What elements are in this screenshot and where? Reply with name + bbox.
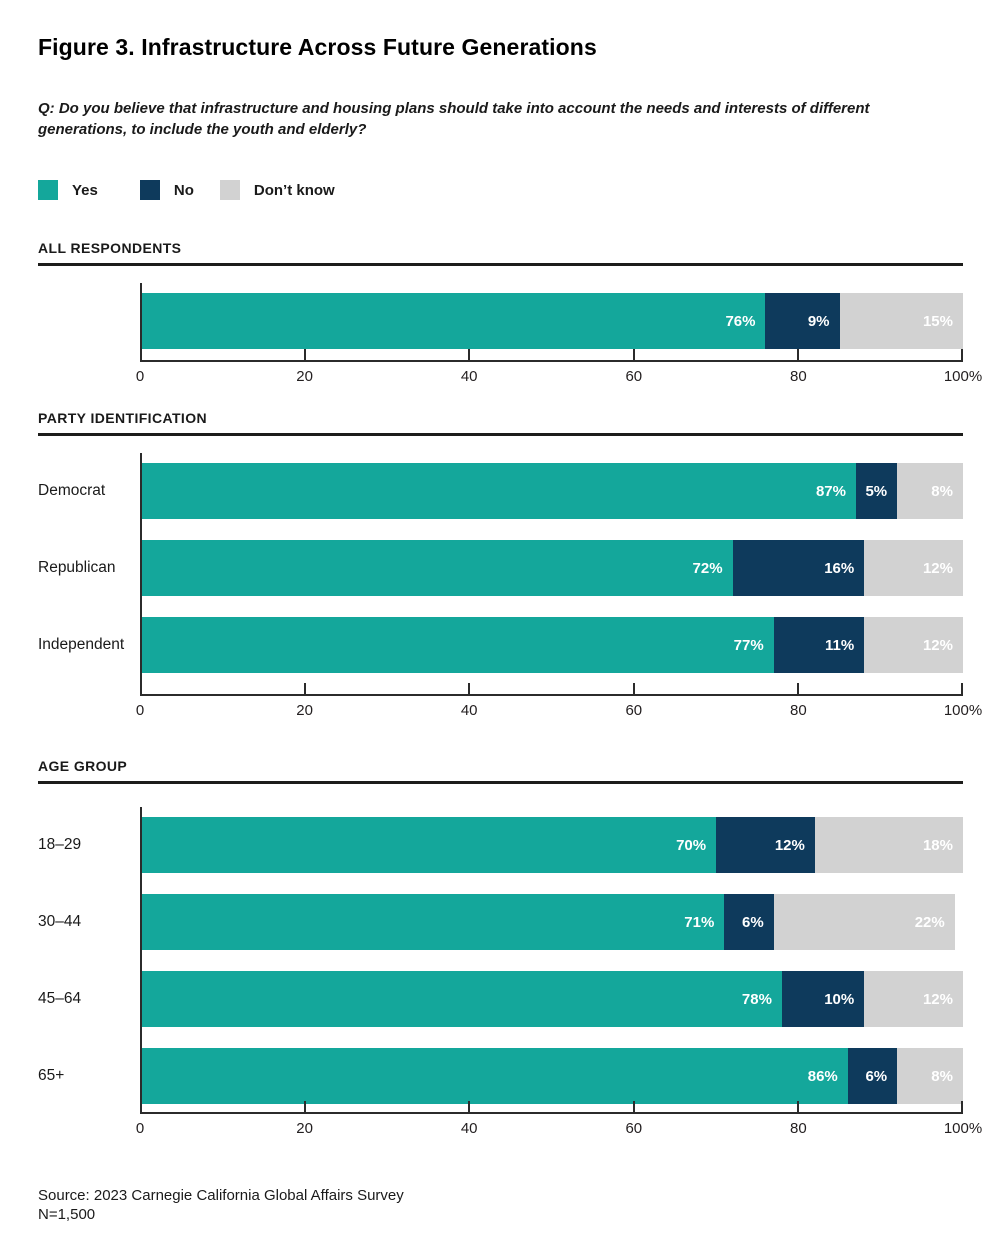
axis-tick <box>961 683 963 694</box>
chart-party-identification <box>38 453 963 696</box>
axis-tick-label: 40 <box>460 1120 478 1137</box>
bar-row-18-29 <box>38 817 963 873</box>
segment-value: 72% <box>692 559 723 577</box>
segment-value: 86% <box>807 1067 838 1085</box>
segment-yes <box>140 894 724 950</box>
figure-title: Figure 3. Infrastructure Across Future Generations <box>38 34 597 60</box>
axis-tick-label: 20 <box>296 368 313 385</box>
axis-tick-label: 80 <box>790 702 807 719</box>
axis-tick <box>304 1101 306 1112</box>
axis-tick-label: 60 <box>625 1120 643 1137</box>
segment-value: 12% <box>922 636 953 654</box>
segment-no <box>774 617 865 673</box>
segment-no <box>848 1048 897 1104</box>
segment-yes <box>140 817 716 873</box>
section-header-all-respondents: ALL RESPONDENTS <box>38 240 963 266</box>
bar-row-democrat <box>38 463 963 519</box>
segment-value: 78% <box>741 990 772 1008</box>
segment-value: 10% <box>824 990 855 1008</box>
axis-tick <box>961 1101 963 1112</box>
legend-swatch-no <box>140 180 160 200</box>
stacked-bar <box>140 894 963 950</box>
segment-value: 22% <box>914 913 945 931</box>
stacked-bar <box>140 293 963 349</box>
bar-row-label: 30–44 <box>38 913 82 930</box>
bar-row-label: 45–64 <box>38 990 82 1007</box>
bar-row <box>38 293 963 349</box>
x-axis-labels <box>135 368 983 388</box>
segment-no <box>716 817 815 873</box>
stacked-bar <box>140 463 963 519</box>
bar-row-label: Democrat <box>38 482 106 499</box>
source-note <box>38 1186 963 1224</box>
axis-tick <box>633 1101 635 1112</box>
legend-item-no <box>140 180 194 200</box>
axis-tick-label: 80 <box>790 368 807 385</box>
stacked-bar <box>140 817 963 873</box>
segment-no <box>782 971 864 1027</box>
survey-question: Q: Do you believe that infrastructure and housing plans should take into account the needs and interests of different generations, to include the youth and elderly? <box>38 100 870 138</box>
chart-age-group <box>38 807 963 1114</box>
legend-label-yes: Yes <box>72 181 98 199</box>
segment-value: 12% <box>922 990 953 1008</box>
segment-no <box>733 540 865 596</box>
bar-row-30-44 <box>38 894 963 950</box>
x-axis-labels <box>135 702 983 722</box>
segment-value: 11% <box>825 636 855 654</box>
segment-value: 70% <box>676 836 707 854</box>
bar-row-45-64 <box>38 971 963 1027</box>
segment-yes <box>140 293 765 349</box>
y-axis-line <box>140 453 142 696</box>
legend-item-yes <box>38 180 98 200</box>
x-axis-line <box>140 360 963 362</box>
bar-row-label: 65+ <box>38 1067 65 1084</box>
segment-no <box>724 894 773 950</box>
segment-value: 8% <box>931 1067 953 1085</box>
segment-no <box>765 293 839 349</box>
segment-yes <box>140 971 782 1027</box>
source-line: Source: 2023 Carnegie California Global Affairs Survey <box>38 1187 404 1204</box>
segment-yes <box>140 540 733 596</box>
bar-row-label: Republican <box>38 559 116 576</box>
segment-dont-know <box>864 540 963 596</box>
stacked-bar <box>140 1048 963 1104</box>
axis-tick <box>304 349 306 360</box>
axis-tick <box>468 349 470 360</box>
x-axis-line <box>140 694 963 696</box>
segment-yes <box>140 617 774 673</box>
segment-value: 76% <box>725 312 756 330</box>
segment-value: 77% <box>733 636 764 654</box>
legend-label-no: No <box>173 181 194 199</box>
stacked-bar <box>140 617 963 673</box>
y-axis-line <box>140 283 142 362</box>
axis-tick <box>961 349 963 360</box>
bar-row-label: 18–29 <box>38 836 82 853</box>
axis-tick <box>468 683 470 694</box>
axis-tick-label: 0 <box>135 702 145 719</box>
bar-row-independent <box>38 617 963 673</box>
segment-value: 12% <box>774 836 805 854</box>
legend-label-dont-know: Don’t know <box>253 181 335 199</box>
legend-item-dont-know <box>220 180 335 200</box>
axis-tick <box>468 1101 470 1112</box>
axis-tick-label: 40 <box>460 368 478 385</box>
x-axis-labels <box>135 1120 983 1140</box>
axis-tick-label: 100% <box>943 1120 983 1137</box>
axis-tick-label: 100% <box>943 702 983 719</box>
section-header-party-identification: PARTY IDENTIFICATION <box>38 410 963 436</box>
x-axis-line <box>140 1112 963 1114</box>
segment-value: 5% <box>865 482 888 500</box>
segment-value: 16% <box>824 559 855 577</box>
axis-tick <box>797 683 799 694</box>
segment-yes <box>140 1048 848 1104</box>
axis-tick <box>797 349 799 360</box>
legend-swatch-yes <box>38 180 58 200</box>
bar-row-republican <box>38 540 963 596</box>
segment-dont-know <box>897 463 963 519</box>
segment-value: 6% <box>865 1067 888 1085</box>
legend <box>38 180 963 200</box>
segment-value: 87% <box>815 482 846 500</box>
axis-tick-label: 60 <box>625 368 643 385</box>
segment-no <box>856 463 897 519</box>
axis-tick-label: 0 <box>135 1120 145 1137</box>
sample-size: N=1,500 <box>38 1206 96 1223</box>
segment-value: 9% <box>807 312 830 330</box>
segment-value: 18% <box>922 836 953 854</box>
section-header-age-group: AGE GROUP <box>38 758 963 784</box>
stacked-bar <box>140 540 963 596</box>
axis-tick-label: 60 <box>625 702 643 719</box>
segment-dont-know <box>897 1048 963 1104</box>
segment-dont-know <box>864 617 963 673</box>
segment-dont-know <box>815 817 963 873</box>
axis-tick-label: 0 <box>135 368 145 385</box>
segment-dont-know <box>774 894 955 950</box>
segment-value: 8% <box>931 482 953 500</box>
y-axis-line <box>140 807 142 1114</box>
stacked-bar <box>140 971 963 1027</box>
axis-tick-label: 40 <box>460 702 478 719</box>
bar-row-65-plus <box>38 1048 963 1104</box>
axis-tick <box>797 1101 799 1112</box>
axis-tick-label: 20 <box>296 702 313 719</box>
segment-yes <box>140 463 856 519</box>
segment-value: 12% <box>922 559 953 577</box>
segment-dont-know <box>840 293 963 349</box>
axis-tick <box>633 349 635 360</box>
segment-value: 71% <box>684 913 715 931</box>
axis-tick <box>304 683 306 694</box>
axis-tick-label: 20 <box>296 1120 313 1137</box>
chart-all-respondents <box>38 283 963 362</box>
segment-dont-know <box>864 971 963 1027</box>
legend-swatch-dont-know <box>220 180 240 200</box>
segment-value: 15% <box>922 312 953 330</box>
segment-value: 6% <box>742 913 764 931</box>
axis-tick-label: 100% <box>943 368 983 385</box>
bar-row-label: Independent <box>38 636 125 653</box>
axis-tick-label: 80 <box>790 1120 807 1137</box>
axis-tick <box>633 683 635 694</box>
